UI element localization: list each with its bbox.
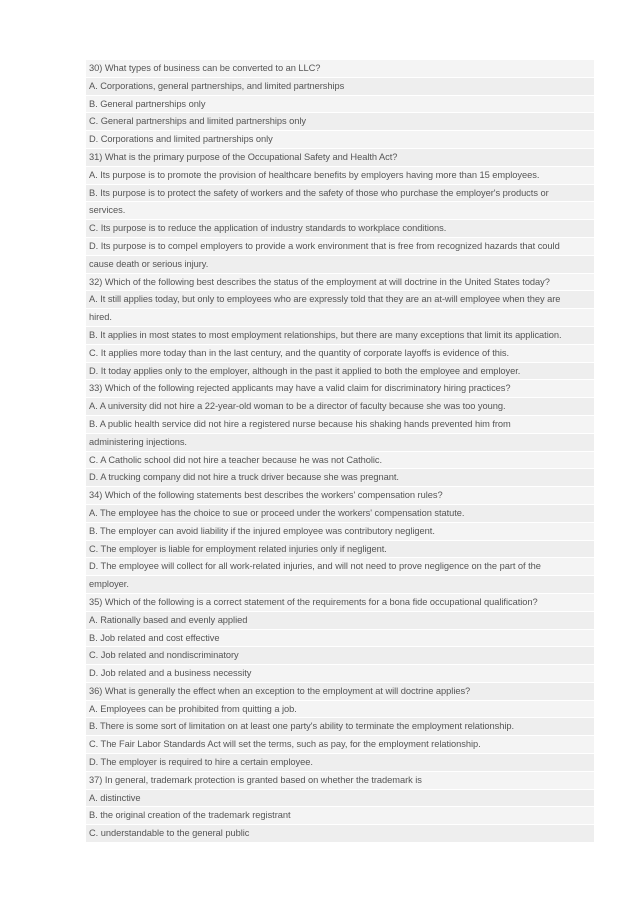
question-text: 32) Which of the following best describes the status of the employment at will doctrine in the United States today? [86, 274, 594, 292]
answer-option: B. It applies in most states to most employment relationships, but there are many exceptions that limit its application. [86, 327, 594, 345]
answer-option: D. The employee will collect for all work-related injuries, and will not need to prove negligence on the part of the [86, 558, 594, 576]
answer-option: A. distinctive [86, 790, 594, 808]
question-text: 31) What is the primary purpose of the Occupational Safety and Health Act? [86, 149, 594, 167]
answer-option: C. Job related and nondiscriminatory [86, 647, 594, 665]
answer-option: B. General partnerships only [86, 96, 594, 114]
answer-option: A. A university did not hire a 22-year-old woman to be a director of faculty because she was too young. [86, 398, 594, 416]
answer-option: C. The employer is liable for employment related injuries only if negligent. [86, 541, 594, 559]
answer-option: D. It today applies only to the employer, although in the past it applied to both the employee and employer. [86, 363, 594, 381]
question-text: 37) In general, trademark protection is granted based on whether the trademark is [86, 772, 594, 790]
question-text: 35) Which of the following is a correct statement of the requirements for a bona fide occupational qualification? [86, 594, 594, 612]
answer-option: B. Job related and cost effective [86, 630, 594, 648]
answer-option: B. There is some sort of limitation on at least one party's ability to terminate the employment relationship. [86, 718, 594, 736]
answer-option: D. The employer is required to hire a certain employee. [86, 754, 594, 772]
question-text: 34) Which of the following statements best describes the workers' compensation rules? [86, 487, 594, 505]
answer-option: C. It applies more today than in the last century, and the quantity of corporate layoffs is evidence of this. [86, 345, 594, 363]
question-text: 36) What is generally the effect when an exception to the employment at will doctrine applies? [86, 683, 594, 701]
answer-option: C. General partnerships and limited partnerships only [86, 113, 594, 131]
answer-option: D. Its purpose is to compel employers to provide a work environment that is free from recognized hazards that could [86, 238, 594, 256]
answer-option: A. The employee has the choice to sue or proceed under the workers' compensation statute. [86, 505, 594, 523]
answer-option: A. Its purpose is to promote the provision of healthcare benefits by employers having more than 15 employees. [86, 167, 594, 185]
text-line: cause death or serious injury. [86, 256, 594, 274]
answer-option: C. A Catholic school did not hire a teacher because he was not Catholic. [86, 452, 594, 470]
text-line: employer. [86, 576, 594, 594]
answer-option: B. A public health service did not hire a registered nurse because his shaking hands prevented him from [86, 416, 594, 434]
answer-option: D. Corporations and limited partnerships only [86, 131, 594, 149]
answer-option: C. understandable to the general public [86, 825, 594, 843]
document-body [86, 60, 594, 843]
answer-option: B. the original creation of the trademark registrant [86, 807, 594, 825]
answer-option: B. Its purpose is to protect the safety of workers and the safety of those who purchase the employer's products or [86, 185, 594, 203]
answer-option: A. Corporations, general partnerships, and limited partnerships [86, 78, 594, 96]
question-text: 33) Which of the following rejected applicants may have a valid claim for discriminatory hiring practices? [86, 380, 594, 398]
answer-option: A. Rationally based and evenly applied [86, 612, 594, 630]
answer-option: C. The Fair Labor Standards Act will set the terms, such as pay, for the employment relationship. [86, 736, 594, 754]
answer-option: B. The employer can avoid liability if the injured employee was contributory negligent. [86, 523, 594, 541]
answer-option: C. Its purpose is to reduce the application of industry standards to workplace conditions. [86, 220, 594, 238]
answer-option: A. Employees can be prohibited from quitting a job. [86, 701, 594, 719]
text-line: administering injections. [86, 434, 594, 452]
text-line: services. [86, 202, 594, 220]
answer-option: D. A trucking company did not hire a truck driver because she was pregnant. [86, 469, 594, 487]
text-line: hired. [86, 309, 594, 327]
question-text: 30) What types of business can be converted to an LLC? [86, 60, 594, 78]
answer-option: A. It still applies today, but only to employees who are expressly told that they are an at-will employee when they are [86, 291, 594, 309]
answer-option: D. Job related and a business necessity [86, 665, 594, 683]
